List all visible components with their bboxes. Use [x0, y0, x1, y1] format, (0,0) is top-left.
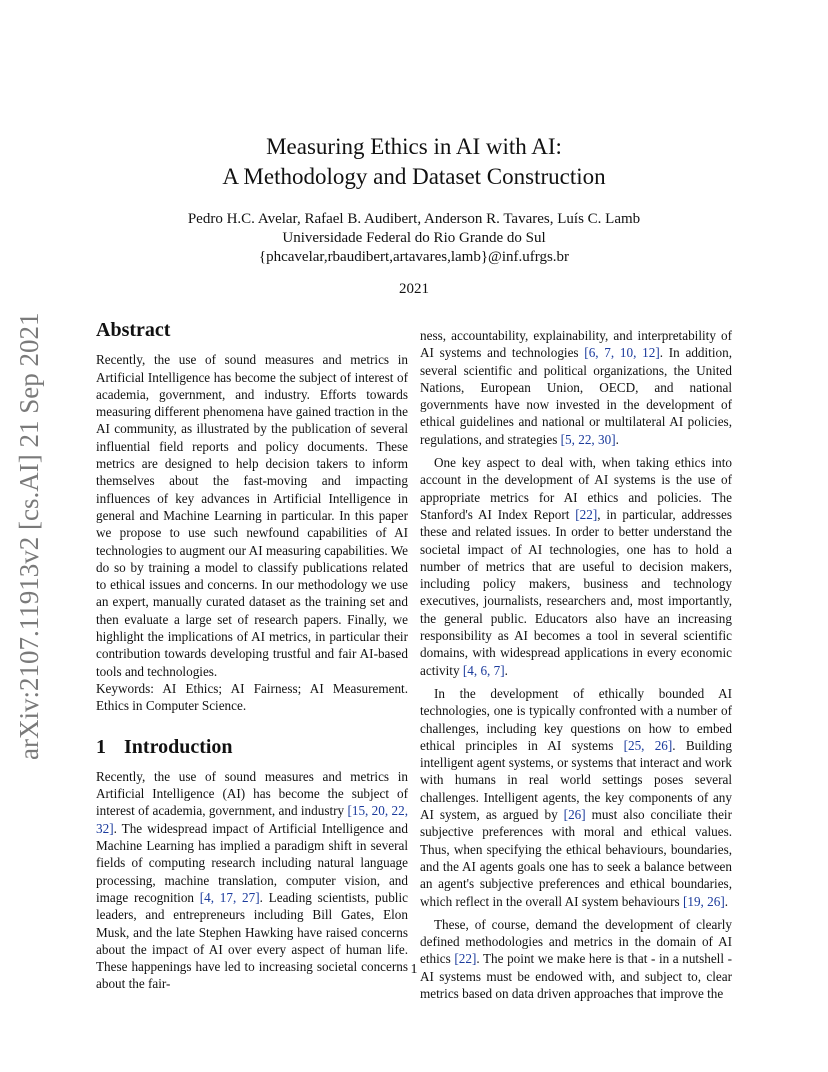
text-run: In the development of ethically bounded AI technologies, one is typically confronted with a number of challenges, including key questions on how to embed ethical principles in AI systems: [420, 685, 732, 753]
author-affiliation: Universidade Federal do Rio Grande do Sul: [282, 230, 546, 246]
right-column: [420, 327, 732, 1002]
citation-link[interactable]: [15, 20, 22, 32]: [96, 803, 408, 836]
author-block: [0, 210, 828, 267]
citation-link[interactable]: [5, 22, 30]: [560, 431, 616, 447]
text-run: .: [615, 431, 619, 447]
body-paragraph: [420, 327, 732, 448]
body-paragraph: [420, 454, 732, 679]
text-run: , in particular, addresses these and related issues. In order to better understand the societal impact of AI technologies, one has to hold a number of metrics that are useful to decision makers, including policy makers, business and technology executives, journalists, researchers and, most importantly, the general public. Educators also have an increasing responsibility as AI becomes a tool in several scientific domains, with widespread applications in every economic activity: [420, 506, 732, 678]
citation-link[interactable]: [4, 6, 7]: [462, 662, 505, 678]
abstract-heading: Abstract: [96, 319, 171, 341]
citation-link[interactable]: [25, 26]: [623, 737, 673, 753]
title-line-1: Measuring Ethics in AI with AI:: [266, 134, 562, 159]
text-run: . Building intelligent agent systems, or systems that interact and work with humans in real world settings poses several challenges. Intelligent agents, the key components of any AI system, as argued by: [420, 737, 732, 823]
text-run: . Leading scientists, public leaders, and entrepreneurs including Bill Gates, Elon Musk, and the late Stephen Hawking have raised concerns about the impact of AI over every aspect of human life. These happenings have led to increasing societal concerns about the fair-: [96, 889, 408, 992]
text-run: These, of course, demand the development of clearly defined methodologies and metrics in the domain of AI ethics: [420, 916, 732, 967]
author-names: Pedro H.C. Avelar, Rafael B. Audibert, Anderson R. Tavares, Luís C. Lamb: [187, 211, 641, 227]
author-emails: {phcavelar,rbaudibert,artavares,lamb}@inf.ufrgs.br: [258, 249, 570, 265]
left-column: [96, 319, 408, 993]
abstract-text: Recently, the use of sound measures and metrics in Artificial Intelligence has become the subject of interest of academia, government, and industry. Efforts towards measuring different phenomena have gained traction in the AI community, as illustrated by the publication of several influential field reports and policy documents. These metrics are designed to help decision takers to inform themselves about the fast-moving and impacting influences of key advances in Artificial Intelligence in general and Machine Learning in particular. In this paper we propose to use such newfound capabilities of AI technologies to augment our AI measuring capabilities. We do so by training a model to classify publications related to ethical issues and concerns. In our methodology we use an expert, manually curated dataset as the training set and then evaluate a large set of research papers. Finally, we highlight the implications of AI metrics, in particular their contribution towards developing trustful and fair AI-based tools and technologies.: [96, 352, 408, 679]
intro-paragraph: [96, 768, 408, 993]
citation-link[interactable]: [4, 17, 27]: [199, 889, 260, 905]
body-paragraph: [420, 916, 732, 1002]
section-number: 1: [96, 735, 106, 758]
citation-link[interactable]: [6, 7, 10, 12]: [584, 345, 660, 361]
paper-title: [0, 132, 828, 192]
text-run: must also conciliate their subjective preferences with moral and ethical values. Thus, when specifying the ethical behaviours, boundaries, and the AI agents goals one has to seek a balance between an agent's subjective preferences and ethical boundaries, which reflect in the overall AI system behaviours: [420, 807, 732, 909]
text-run: .: [724, 893, 729, 909]
text-run: . The point we make here is that - in a nutshell - AI systems must be endowed with, and subject to, clear metrics based on data driven approaches that improve the: [420, 951, 732, 1001]
citation-link[interactable]: [19, 26]: [682, 893, 725, 909]
section-heading-introduction: [96, 735, 408, 758]
text-run: . The widespread impact of Artificial Intelligence and Machine Learning has implied a paradigm shift in several fields of computing research including natural language processing, machine translation, computer vision, and image recognition: [96, 820, 408, 905]
page-number: 1: [410, 962, 418, 977]
text-run: Recently, the use of sound measures and metrics in Artificial Intelligence (AI) has become the subject of interest of academia, government, and industry: [96, 768, 408, 819]
paper-year: 2021: [399, 281, 429, 297]
abstract-keywords: Keywords: AI Ethics; AI Fairness; AI Measurement. Ethics in Computer Science.: [96, 680, 408, 714]
citation-link[interactable]: [22]: [454, 951, 477, 967]
section-title: Introduction: [124, 735, 233, 758]
body-paragraph: [420, 685, 732, 910]
citation-link[interactable]: [26]: [563, 807, 586, 823]
text-run: One key aspect to deal with, when taking ethics into account in the development of AI systems is the use of appropriate metrics for AI ethics and policies. The Stanford's AI Index Report: [420, 455, 732, 522]
title-line-2: A Methodology and Dataset Construction: [222, 164, 606, 189]
citation-link[interactable]: [22]: [575, 506, 598, 522]
text-run: . In addition, several scientific and political organizations, the United Nations, European Union, OECD, and national governments have now invested in the development of ethical guidelines and national or multilateral AI policies, regulations, and strategies: [420, 345, 732, 447]
arxiv-identifier: arXiv:2107.11913v2 [cs.AI] 21 Sep 2021: [14, 312, 44, 760]
text-run: ness, accountability, explainability, and interpretability of AI systems and technologies: [420, 328, 732, 361]
text-run: .: [504, 662, 508, 678]
